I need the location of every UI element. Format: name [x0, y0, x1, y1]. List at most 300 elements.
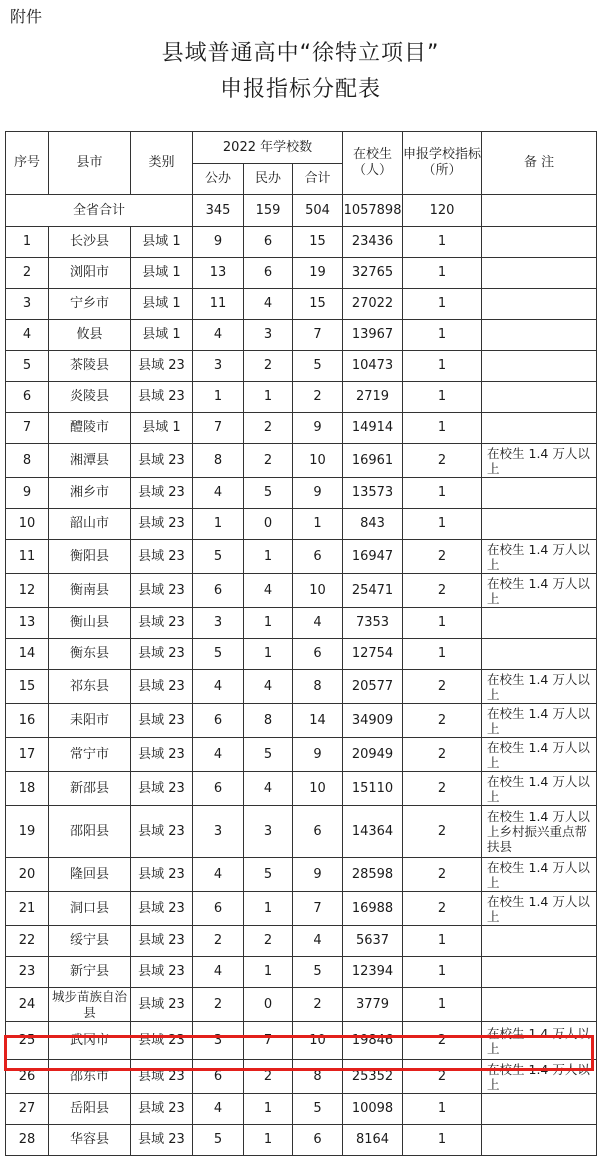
cell-county: 常宁市 [49, 738, 131, 772]
cell-seq: 18 [6, 772, 49, 806]
table-row [6, 926, 597, 957]
table-row [6, 320, 597, 351]
cell-note: 在校生 1.4 万人以上 [482, 540, 597, 574]
cell-county: 湘潭县 [49, 444, 131, 478]
cell-public: 3 [193, 351, 244, 382]
cell-seq: 12 [6, 574, 49, 608]
cell-note [482, 413, 597, 444]
cell-quota: 1 [403, 351, 482, 382]
cell-note [482, 227, 597, 258]
table-row [6, 1125, 597, 1156]
table-row [6, 738, 597, 772]
cell-students: 34909 [343, 704, 403, 738]
table-row [6, 478, 597, 509]
cell-private: 7 [244, 1022, 293, 1060]
cell-students: 8164 [343, 1125, 403, 1156]
cell-seq: 16 [6, 704, 49, 738]
cell-public: 2 [193, 988, 244, 1022]
table-row [6, 670, 597, 704]
cell-public: 5 [193, 639, 244, 670]
cell-quota: 1 [403, 608, 482, 639]
cell-county: 新宁县 [49, 957, 131, 988]
cell-county: 茶陵县 [49, 351, 131, 382]
cell-note [482, 382, 597, 413]
table-row [6, 988, 597, 1022]
table-row [6, 1094, 597, 1125]
cell-public: 6 [193, 772, 244, 806]
cell-total: 9 [293, 413, 343, 444]
table-row [6, 574, 597, 608]
cell-quota: 2 [403, 444, 482, 478]
header-seq: 序号 [6, 132, 49, 195]
cell-category: 县域 23 [131, 540, 193, 574]
cell-public: 2 [193, 926, 244, 957]
cell-private: 2 [244, 444, 293, 478]
cell-seq: 20 [6, 858, 49, 892]
cell-public: 4 [193, 478, 244, 509]
cell-category: 县域 23 [131, 608, 193, 639]
cell-public: 11 [193, 289, 244, 320]
cell-category: 县域 1 [131, 258, 193, 289]
cell-students: 32765 [343, 258, 403, 289]
total-private: 159 [244, 195, 293, 227]
cell-county: 醴陵市 [49, 413, 131, 444]
cell-category: 县域 23 [131, 1125, 193, 1156]
cell-note [482, 289, 597, 320]
cell-category: 县域 1 [131, 289, 193, 320]
cell-public: 6 [193, 892, 244, 926]
cell-quota: 1 [403, 258, 482, 289]
cell-note [482, 258, 597, 289]
cell-county: 邵东市 [49, 1060, 131, 1094]
cell-students: 20577 [343, 670, 403, 704]
cell-quota: 2 [403, 704, 482, 738]
cell-quota: 1 [403, 1125, 482, 1156]
cell-quota: 2 [403, 738, 482, 772]
cell-note [482, 926, 597, 957]
table-row [6, 858, 597, 892]
cell-quota: 1 [403, 1094, 482, 1125]
cell-private: 4 [244, 289, 293, 320]
cell-students: 2719 [343, 382, 403, 413]
cell-quota: 2 [403, 540, 482, 574]
cell-county: 衡东县 [49, 639, 131, 670]
cell-students: 843 [343, 509, 403, 540]
header-students: 在校生（人） [343, 132, 403, 195]
cell-private: 5 [244, 858, 293, 892]
cell-public: 6 [193, 1060, 244, 1094]
cell-total: 5 [293, 957, 343, 988]
table-row [6, 772, 597, 806]
cell-total: 19 [293, 258, 343, 289]
cell-private: 1 [244, 639, 293, 670]
cell-students: 14914 [343, 413, 403, 444]
cell-county: 浏阳市 [49, 258, 131, 289]
total-row [6, 195, 597, 227]
cell-public: 1 [193, 509, 244, 540]
cell-note: 在校生 1.4 万人以上 [482, 772, 597, 806]
cell-quota: 1 [403, 227, 482, 258]
cell-private: 1 [244, 608, 293, 639]
cell-total: 6 [293, 639, 343, 670]
cell-students: 23436 [343, 227, 403, 258]
table-row [6, 227, 597, 258]
cell-total: 10 [293, 444, 343, 478]
cell-students: 12394 [343, 957, 403, 988]
cell-category: 县域 1 [131, 320, 193, 351]
quota-table [5, 131, 597, 1156]
cell-category: 县域 23 [131, 351, 193, 382]
cell-private: 1 [244, 382, 293, 413]
cell-students: 16947 [343, 540, 403, 574]
cell-note: 在校生 1.4 万人以上 [482, 1060, 597, 1094]
header-category: 类别 [131, 132, 193, 195]
cell-note [482, 351, 597, 382]
cell-seq: 9 [6, 478, 49, 509]
cell-private: 6 [244, 227, 293, 258]
cell-note [482, 1125, 597, 1156]
cell-private: 4 [244, 574, 293, 608]
cell-public: 4 [193, 858, 244, 892]
cell-category: 县域 23 [131, 892, 193, 926]
cell-students: 5637 [343, 926, 403, 957]
cell-category: 县域 23 [131, 926, 193, 957]
cell-total: 5 [293, 351, 343, 382]
cell-total: 7 [293, 320, 343, 351]
cell-seq: 24 [6, 988, 49, 1022]
cell-county: 炎陵县 [49, 382, 131, 413]
cell-public: 4 [193, 320, 244, 351]
cell-note: 在校生 1.4 万人以上 [482, 892, 597, 926]
cell-quota: 1 [403, 926, 482, 957]
cell-quota: 1 [403, 957, 482, 988]
cell-category: 县域 23 [131, 509, 193, 540]
cell-note: 在校生 1.4 万人以上 [482, 738, 597, 772]
cell-category: 县域 23 [131, 574, 193, 608]
cell-public: 6 [193, 574, 244, 608]
cell-students: 25352 [343, 1060, 403, 1094]
cell-county: 衡阳县 [49, 540, 131, 574]
cell-seq: 6 [6, 382, 49, 413]
table-row [6, 509, 597, 540]
cell-county: 新邵县 [49, 772, 131, 806]
cell-total: 4 [293, 608, 343, 639]
cell-county: 攸县 [49, 320, 131, 351]
cell-students: 27022 [343, 289, 403, 320]
cell-quota: 2 [403, 574, 482, 608]
cell-category: 县域 23 [131, 382, 193, 413]
cell-total: 2 [293, 382, 343, 413]
cell-quota: 1 [403, 382, 482, 413]
cell-category: 县域 23 [131, 858, 193, 892]
cell-private: 2 [244, 926, 293, 957]
cell-category: 县域 23 [131, 1060, 193, 1094]
cell-total: 8 [293, 1060, 343, 1094]
cell-private: 6 [244, 258, 293, 289]
cell-county: 宁乡市 [49, 289, 131, 320]
cell-note [482, 509, 597, 540]
cell-private: 4 [244, 772, 293, 806]
cell-category: 县域 23 [131, 639, 193, 670]
cell-private: 1 [244, 540, 293, 574]
cell-note: 在校生 1.4 万人以上乡村振兴重点帮扶县 [482, 806, 597, 858]
cell-note [482, 608, 597, 639]
cell-total: 5 [293, 1094, 343, 1125]
cell-private: 1 [244, 892, 293, 926]
cell-seq: 21 [6, 892, 49, 926]
cell-total: 10 [293, 574, 343, 608]
cell-county: 衡山县 [49, 608, 131, 639]
cell-category: 县域 23 [131, 704, 193, 738]
cell-county: 隆回县 [49, 858, 131, 892]
table-row [6, 608, 597, 639]
cell-public: 3 [193, 1022, 244, 1060]
table-row [6, 258, 597, 289]
cell-seq: 8 [6, 444, 49, 478]
cell-county: 长沙县 [49, 227, 131, 258]
attachment-label: 附件 [10, 7, 43, 26]
cell-total: 15 [293, 227, 343, 258]
cell-total: 6 [293, 540, 343, 574]
cell-category: 县域 23 [131, 1094, 193, 1125]
cell-seq: 22 [6, 926, 49, 957]
cell-total: 9 [293, 858, 343, 892]
cell-total: 9 [293, 738, 343, 772]
cell-county: 湘乡市 [49, 478, 131, 509]
cell-total: 1 [293, 509, 343, 540]
cell-quota: 2 [403, 670, 482, 704]
header-quota: 申报学校指标（所） [403, 132, 482, 195]
cell-county: 衡南县 [49, 574, 131, 608]
cell-seq: 19 [6, 806, 49, 858]
cell-county: 岳阳县 [49, 1094, 131, 1125]
cell-private: 8 [244, 704, 293, 738]
cell-students: 16961 [343, 444, 403, 478]
cell-note [482, 320, 597, 351]
table-row [6, 704, 597, 738]
cell-students: 10098 [343, 1094, 403, 1125]
table-row [6, 540, 597, 574]
cell-category: 县域 23 [131, 444, 193, 478]
header-schools-2022: 2022 年学校数 [193, 132, 343, 164]
cell-total: 6 [293, 1125, 343, 1156]
total-note [482, 195, 597, 227]
cell-private: 5 [244, 738, 293, 772]
cell-private: 0 [244, 509, 293, 540]
cell-public: 8 [193, 444, 244, 478]
cell-category: 县域 23 [131, 957, 193, 988]
cell-total: 10 [293, 772, 343, 806]
cell-students: 25471 [343, 574, 403, 608]
cell-students: 13573 [343, 478, 403, 509]
cell-county: 韶山市 [49, 509, 131, 540]
cell-seq: 28 [6, 1125, 49, 1156]
cell-note: 在校生 1.4 万人以上 [482, 574, 597, 608]
table-row [6, 806, 597, 858]
cell-note: 在校生 1.4 万人以上 [482, 1022, 597, 1060]
cell-students: 28598 [343, 858, 403, 892]
cell-public: 5 [193, 540, 244, 574]
cell-students: 12754 [343, 639, 403, 670]
cell-category: 县域 23 [131, 478, 193, 509]
cell-total: 4 [293, 926, 343, 957]
cell-category: 县域 23 [131, 1022, 193, 1060]
cell-county: 华容县 [49, 1125, 131, 1156]
cell-students: 10473 [343, 351, 403, 382]
table-row [6, 382, 597, 413]
cell-note: 在校生 1.4 万人以上 [482, 670, 597, 704]
total-quota: 120 [403, 195, 482, 227]
cell-public: 5 [193, 1125, 244, 1156]
cell-total: 14 [293, 704, 343, 738]
cell-category: 县域 1 [131, 413, 193, 444]
cell-county: 耒阳市 [49, 704, 131, 738]
header-county: 县市 [49, 132, 131, 195]
cell-seq: 27 [6, 1094, 49, 1125]
cell-seq: 26 [6, 1060, 49, 1094]
cell-private: 1 [244, 957, 293, 988]
cell-seq: 17 [6, 738, 49, 772]
cell-county: 邵阳县 [49, 806, 131, 858]
cell-quota: 1 [403, 478, 482, 509]
cell-private: 5 [244, 478, 293, 509]
cell-students: 3779 [343, 988, 403, 1022]
cell-public: 3 [193, 806, 244, 858]
cell-note: 在校生 1.4 万人以上 [482, 444, 597, 478]
cell-students: 16988 [343, 892, 403, 926]
cell-seq: 25 [6, 1022, 49, 1060]
cell-private: 3 [244, 806, 293, 858]
table-row [6, 892, 597, 926]
cell-seq: 23 [6, 957, 49, 988]
cell-county: 洞口县 [49, 892, 131, 926]
table-row [6, 957, 597, 988]
cell-quota: 1 [403, 509, 482, 540]
cell-quota: 1 [403, 289, 482, 320]
cell-category: 县域 23 [131, 738, 193, 772]
cell-seq: 14 [6, 639, 49, 670]
cell-seq: 2 [6, 258, 49, 289]
cell-public: 4 [193, 738, 244, 772]
cell-quota: 1 [403, 413, 482, 444]
table-row [6, 1022, 597, 1060]
total-label: 全省合计 [6, 195, 193, 227]
cell-students: 14364 [343, 806, 403, 858]
cell-quota: 2 [403, 772, 482, 806]
document-title: 县域普通高中“徐特立项目” [161, 41, 440, 66]
cell-note [482, 957, 597, 988]
cell-public: 4 [193, 1094, 244, 1125]
cell-seq: 3 [6, 289, 49, 320]
header-public: 公办 [193, 164, 244, 195]
cell-students: 13967 [343, 320, 403, 351]
cell-quota: 2 [403, 1060, 482, 1094]
cell-private: 2 [244, 1060, 293, 1094]
cell-seq: 4 [6, 320, 49, 351]
cell-total: 2 [293, 988, 343, 1022]
cell-private: 0 [244, 988, 293, 1022]
cell-note [482, 478, 597, 509]
cell-category: 县域 23 [131, 772, 193, 806]
cell-students: 15110 [343, 772, 403, 806]
header-private: 民办 [244, 164, 293, 195]
total-public: 345 [193, 195, 244, 227]
cell-total: 10 [293, 1022, 343, 1060]
cell-county: 绥宁县 [49, 926, 131, 957]
cell-total: 8 [293, 670, 343, 704]
cell-note [482, 1094, 597, 1125]
table-row [6, 289, 597, 320]
cell-county: 城步苗族自治县 [49, 988, 131, 1022]
table-row [6, 444, 597, 478]
cell-students: 20949 [343, 738, 403, 772]
cell-private: 2 [244, 413, 293, 444]
cell-public: 3 [193, 608, 244, 639]
cell-public: 13 [193, 258, 244, 289]
cell-quota: 2 [403, 892, 482, 926]
cell-category: 县域 23 [131, 806, 193, 858]
cell-public: 7 [193, 413, 244, 444]
cell-category: 县域 1 [131, 227, 193, 258]
cell-note [482, 639, 597, 670]
table-row [6, 351, 597, 382]
total-students: 1057898 [343, 195, 403, 227]
cell-seq: 15 [6, 670, 49, 704]
header-total: 合计 [293, 164, 343, 195]
cell-public: 6 [193, 704, 244, 738]
cell-seq: 7 [6, 413, 49, 444]
cell-total: 6 [293, 806, 343, 858]
total-total: 504 [293, 195, 343, 227]
cell-category: 县域 23 [131, 988, 193, 1022]
header-row [6, 132, 597, 164]
cell-public: 1 [193, 382, 244, 413]
table-row [6, 639, 597, 670]
cell-total: 7 [293, 892, 343, 926]
table-row [6, 413, 597, 444]
cell-public: 9 [193, 227, 244, 258]
cell-students: 7353 [343, 608, 403, 639]
cell-seq: 5 [6, 351, 49, 382]
cell-quota: 2 [403, 858, 482, 892]
cell-quota: 2 [403, 806, 482, 858]
cell-quota: 1 [403, 320, 482, 351]
table-row [6, 1060, 597, 1094]
cell-private: 1 [244, 1094, 293, 1125]
cell-county: 祁东县 [49, 670, 131, 704]
cell-note: 在校生 1.4 万人以上 [482, 858, 597, 892]
cell-county: 武冈市 [49, 1022, 131, 1060]
document-subtitle: 申报指标分配表 [219, 77, 381, 102]
cell-category: 县域 23 [131, 670, 193, 704]
cell-seq: 10 [6, 509, 49, 540]
cell-private: 1 [244, 1125, 293, 1156]
cell-seq: 1 [6, 227, 49, 258]
cell-note [482, 988, 597, 1022]
cell-quota: 2 [403, 1022, 482, 1060]
cell-total: 15 [293, 289, 343, 320]
cell-quota: 1 [403, 988, 482, 1022]
cell-note: 在校生 1.4 万人以上 [482, 704, 597, 738]
cell-private: 4 [244, 670, 293, 704]
cell-seq: 11 [6, 540, 49, 574]
cell-total: 9 [293, 478, 343, 509]
cell-private: 3 [244, 320, 293, 351]
cell-public: 4 [193, 957, 244, 988]
header-note: 备 注 [482, 132, 597, 195]
cell-students: 19846 [343, 1022, 403, 1060]
cell-quota: 1 [403, 639, 482, 670]
